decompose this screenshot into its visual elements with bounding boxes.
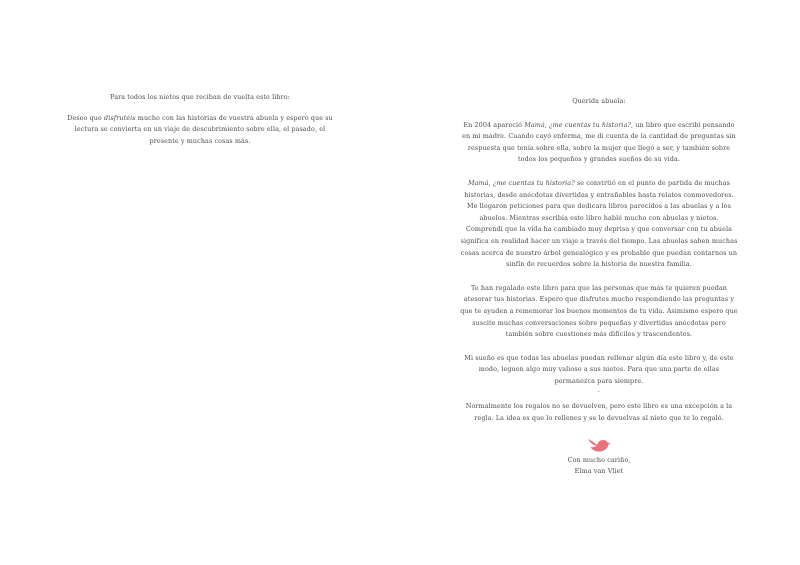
letter-paragraph-1 bbox=[460, 120, 738, 166]
letter-paragraph-2 bbox=[460, 178, 738, 271]
signature: Elma van Vliet bbox=[574, 467, 624, 476]
letter-paragraph-4: Mi sueño es que todas las abuelas puedan rellenar algún día este libro y, de este modo, leguen algo muy valioso a sus nietos. Para que una parte de ellas permanezca para siempre. bbox=[464, 353, 734, 385]
letter-paragraph-5: Normalmente los regalos no se devuelven, pero este libro es una excepción a la regla. La idea es que lo rellenes y se lo devuelvas al nieto que te lo regaló. bbox=[465, 402, 733, 423]
p2-text: se convirtió en el punto de partida de muchas historias, desde anécdotas divertidas y entrañables hasta relatos conmovedores. Me llegaron peticiones para que dedicara libros parecidos a las abuelas y a los abuelos. Mientras escribía este libro hablé mucho con abuelas y nietos. Comprendí que la vida ha cambiado muy deprisa y que conversar con tu abuela significa en realidad hacer un viaje a través del tiempo. Las abuelas saben muchas cosas acerca de nuestro árbol genealógico y es probable que puedan contarnos un sinfín de recuerdos sobre la historia de nuestra familia. bbox=[460, 178, 738, 269]
bird-icon bbox=[586, 435, 612, 455]
p2-book-title: Mamá, ¿me cuentas tu historia? bbox=[467, 178, 575, 187]
closing-line: Con mucho cariño, bbox=[567, 455, 631, 464]
p1-book-title: Mamá, ¿me cuentas tu historia? bbox=[524, 120, 632, 129]
dedication-wish bbox=[60, 113, 340, 147]
p1-text-start: En 2004 apareció bbox=[463, 120, 525, 129]
letter-paragraph-3: Te han regalado este libro para que las personas que más te quieren puedan atesorar tus historias. Espero que disfrutes mucho respondiendo las preguntas y que te ayuden a rememorar los buenos momentos de tu vida. Asimismo espero que suscite muchas conversaciones sobre pequeñas y divertidas anécdotas pero también sobre cuestiones más difíciles y trascendentes. bbox=[460, 283, 738, 339]
wish-text-end: mucho con las historias de vuestra abuela y espero que su lectura se convierta en un viaje de descubrimiento sobre ella, el pasado, el presente y muchas cosas más. bbox=[74, 114, 333, 145]
letter-block bbox=[460, 96, 738, 478]
wish-emphasis: disfrutéis bbox=[104, 114, 136, 123]
letter-greeting: Querida abuela: bbox=[572, 97, 626, 105]
separator-dot: . bbox=[597, 386, 601, 395]
dedication-block bbox=[60, 92, 340, 147]
p1-text-end: , un libro que escribí pensando en mi madre. Cuando cayó enferma, me di cuenta de la cantidad de preguntas sin respuesta que tenía sobre ella, sobre la mujer que llegó a ser, y también sobre todos los pequeños y grandes sueños de su vida. bbox=[462, 120, 736, 164]
dedication-line: Para todos los nietos que reciban de vuelta este libro: bbox=[110, 93, 290, 101]
right-page bbox=[400, 0, 800, 565]
wish-text-start: Deseo que bbox=[67, 114, 105, 123]
